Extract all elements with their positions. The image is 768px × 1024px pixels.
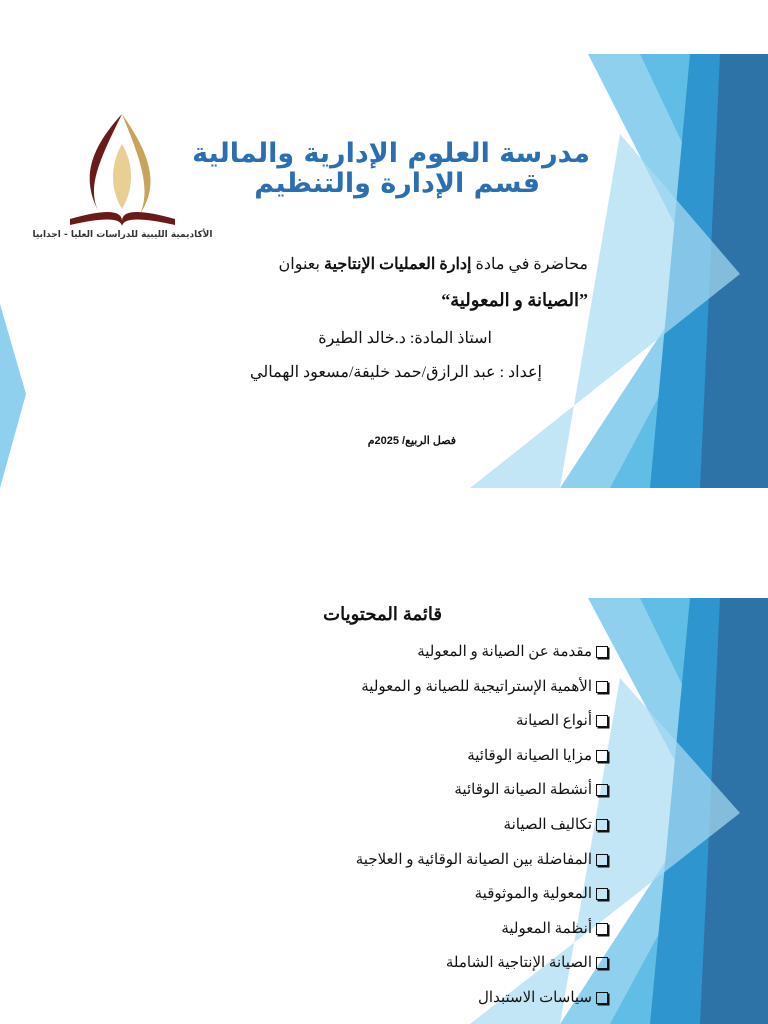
checkbox-square-icon	[596, 819, 608, 831]
checkbox-square-icon	[596, 750, 608, 762]
lecture-topic: ”الصيانة و المعولية“	[441, 290, 588, 310]
lecture-line	[279, 254, 588, 274]
toc-item-label: أنشطة الصيانة الوقائية	[454, 782, 592, 799]
semester: فصل الربيع/ 2025م	[367, 435, 456, 447]
toc-item-label: الصيانة الإنتاجية الشاملة	[445, 955, 592, 972]
department-title: قسم الإدارة والتنظيم	[254, 168, 540, 199]
instructor: استاذ المادة: د.خالد الطيرة	[318, 330, 492, 347]
flame-book-logo-icon	[30, 109, 215, 234]
toc-item	[356, 780, 608, 815]
checkbox-square-icon	[596, 992, 608, 1004]
toc-item	[356, 850, 608, 885]
toc-item-label: تكاليف الصيانة	[503, 816, 592, 833]
checkbox-square-icon	[596, 681, 608, 693]
lecture-suffix: بعنوان	[278, 256, 324, 273]
checkbox-square-icon	[596, 646, 608, 658]
slide-title	[0, 54, 768, 488]
lecture-prefix: محاضرة في مادة	[471, 256, 588, 273]
school-title: مدرسة العلوم الإدارية والمالية	[192, 138, 590, 169]
toc-item-label: أنواع الصيانة	[515, 713, 592, 730]
toc-item	[356, 642, 608, 677]
toc-item	[356, 815, 608, 850]
checkbox-square-icon	[596, 957, 608, 969]
toc-item-label: الأهمية الإستراتيجية للصيانة و المعولية	[361, 678, 592, 695]
checkbox-square-icon	[596, 715, 608, 727]
lecture-course: إدارة العمليات الإنتاجية	[323, 256, 472, 273]
toc-item	[356, 711, 608, 746]
toc-item-label: المفاضلة بين الصيانة الوقائية و العلاجية	[355, 851, 592, 868]
toc-item	[356, 884, 608, 919]
logo-caption: الأكاديمية الليبية للدراسات العليا - اجدابيا	[32, 230, 213, 240]
toc-item-label: مزايا الصيانة الوقائية	[467, 747, 592, 764]
toc-item	[356, 746, 608, 781]
checkbox-square-icon	[596, 923, 608, 935]
slide-contents	[0, 598, 768, 1024]
toc-item	[356, 953, 608, 988]
toc-item	[356, 677, 608, 712]
toc-item-label: أنظمة المعولية	[501, 920, 592, 937]
toc-item	[356, 919, 608, 954]
checkbox-square-icon	[596, 888, 608, 900]
prepared-by: إعداد : عبد الرازق/حمد خليفة/مسعود الهمالي	[249, 364, 542, 381]
toc-item-label: سياسات الاستبدال	[478, 989, 592, 1006]
toc-title: قائمة المحتويات	[323, 604, 442, 624]
checkbox-square-icon	[596, 854, 608, 866]
toc-list	[356, 642, 608, 1023]
toc-item	[356, 988, 608, 1023]
checkbox-square-icon	[596, 784, 608, 796]
toc-item-label: مقدمة عن الصيانة و المعولية	[417, 644, 592, 660]
toc-item-label: المعولية والموثوقية	[474, 886, 592, 903]
